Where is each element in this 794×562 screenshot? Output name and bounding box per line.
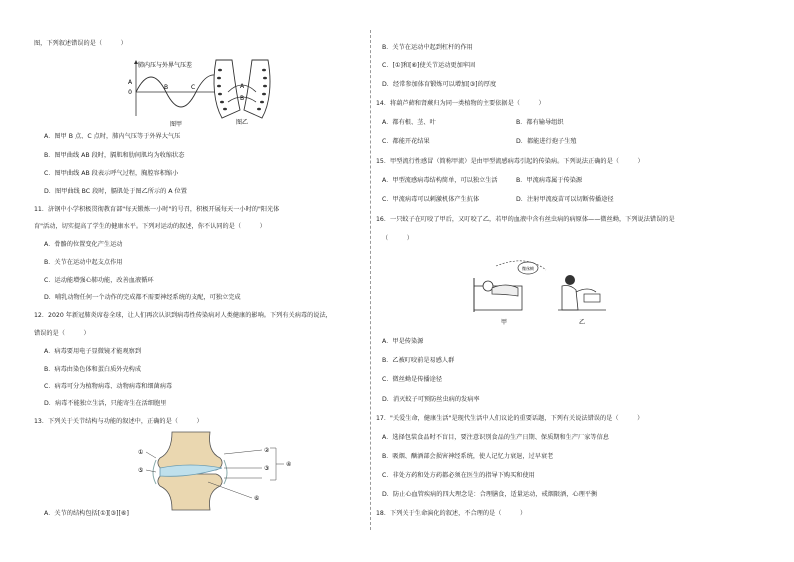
person-yi-label: 乙 [578,319,586,326]
question-18-stem: 18．下列关于生命演化的叙述，不合理的是（ ） [376,510,527,517]
mosquito-transmission-figure [466,256,616,328]
q16-option-c: C．微丝蚴是传播途径 [382,376,443,383]
q12-option-c: C．病毒可分为植物病毒、动物病毒和细菌病毒 [44,383,173,390]
question-12-line-1: 12．2020 年新冠肺炎席卷全球，让人们再次认识到病毒性传染病对人类健康的影响。下列有关病毒的说法， [34,312,332,319]
bubble-label: 微丝蚴 [522,266,534,271]
question-13-stem: 13．下列关于关节结构与功能的叙述中，正确的是（ ） [34,418,203,425]
q11-option-d: D．哺乳动物任何一个动作的完成都不需要神经系统的支配，可独立完成 [44,294,241,301]
point-c-label: C [191,84,196,91]
q13-option-c: C．[①]和[⑥]使关节运动更加牢固 [382,62,476,69]
q12-option-a: A．病毒要用电子显微镜才能观察到 [44,348,142,355]
question-16-line-1: 16．一只蚊子在叮咬了甲后，又叮咬了乙，若甲的血液中含有丝虫病的病原体——微丝蚴，下列说法错误的是 [376,216,675,223]
figure-jia-caption: 图甲 [169,121,183,128]
joint-label-5: ⑤ [138,467,144,474]
question-14-stem: 14．将葫芦藓和肾蕨归为同一类植物的主要依据是（ ） [376,100,545,107]
q12-option-d: D．病毒不能独立生活，只能寄生在活细胞里 [44,400,167,407]
graph-title: 肺内压与外界气压差 [138,62,193,69]
point-a-label: A [128,79,133,86]
q11-option-a: A．骨骼的位置变化产生运动 [44,241,123,248]
q17-option-d: D．防止心血管疾病的四大理念是：合理膳食，适量运动，戒烟限酒，心理平衡 [382,491,598,498]
q13-option-d: D．经常参加体育锻炼可以增加[③]的厚度 [382,81,497,88]
q16-option-b: B．乙被叮咬前是易感人群 [382,357,455,364]
q15-option-b: B．甲流病毒属于传染源 [516,177,583,184]
point-b-label: B [164,84,169,91]
q13-option-a: A．关节的结构包括[①][③][⑥] [44,510,129,517]
thorax-figure [210,52,280,126]
q11-option-c: C．运动能增强心肺功能，改善血液循环 [44,277,154,284]
joint-label-1: ① [138,449,144,456]
q11-option-b: B．关节在运动中起支点作用 [44,259,123,266]
q15-option-d: D．注射甲流疫苗可以切断传播途径 [516,196,614,203]
joint-label-2: ② [264,447,270,454]
q16-option-a: A．甲是传染源 [382,338,424,345]
joint-label-6: ⑥ [254,495,260,502]
q12-option-b: B．病毒由染色体和蛋白质外壳构成 [44,366,142,373]
joint-label-4: ④ [286,461,292,468]
q13-option-b: B．关节在运动中起到杠杆的作用 [382,44,473,51]
column-divider [370,30,371,530]
question-11-line-1: 11．济钢中小学积极贯彻教育部"每天锻炼一小时"的号召，积极开展每天一小时的"阳光体 [34,206,280,213]
joint-label-3: ③ [264,465,270,472]
axis-zero-label: 0 [128,89,132,96]
q16-option-d: D．消灭蚊子可预防丝虫病的发病率 [382,396,480,403]
q10-option-a: A．图甲 B 点、C 点时，肺内气压等于外界大气压 [44,133,181,140]
q14-option-d: D．都能进行孢子生殖 [516,138,577,145]
question-11-line-2: 育"活动，切实提高了学生的健康水平。下列对运动的叙述，你不认同的是（ ） [34,223,266,230]
question-15-stem: 15．甲型流行性感冒（简称甲流）是由甲型流感病毒引起的传染病。下列说法正确的是（ ） [376,158,644,165]
position-b-label: B [240,95,245,102]
q14-option-b: B．都有输导组织 [516,119,564,126]
question-10-stem: 图，下列叙述错误的是（ ） [34,40,127,47]
q10-option-d: D．图甲曲线 BC 段时，膈肌处于图乙所示的 A 位置 [44,188,187,195]
question-16-line-2: （ ） [382,235,413,242]
q14-option-c: C．都能开花结果 [382,138,430,145]
q15-option-c: C．甲流病毒可以刺激机体产生抗体 [382,196,480,203]
q17-option-c: C．非处方药和处方药都必须在医生的指导下购买和使用 [382,472,535,479]
knee-joint-figure [138,430,308,512]
question-12-line-2: 错误的是（ ） [34,330,90,337]
q17-option-b: B．吸烟、酗酒部会损害神经系统，使人记忆力衰退，过早衰老 [382,453,554,460]
q14-option-a: A．都有根、茎、叶 [382,119,436,126]
q17-option-a: A．选择包装食品时不盲目，要注意识别食品的生产日期、保质期和生产厂家等信息 [382,434,609,441]
position-a-label: A [240,83,245,90]
question-17-stem: 17．"关爱生命，健康生活"是现代生活中人们议论的重要话题，下列有关说法错误的是（ ） [376,415,644,422]
q10-option-b: B．图甲曲线 AB 段时，膈肌和肋间肌均为收缩状态 [44,152,185,159]
q10-option-c: C．图甲曲线 AB 段表示呼气过程，胸腔容积缩小 [44,170,179,177]
q15-option-a: A．甲型流感病毒结构简单，可以独立生活 [382,177,498,184]
figure-yi-caption: 图乙 [235,119,249,126]
person-jia-label: 甲 [500,319,508,326]
